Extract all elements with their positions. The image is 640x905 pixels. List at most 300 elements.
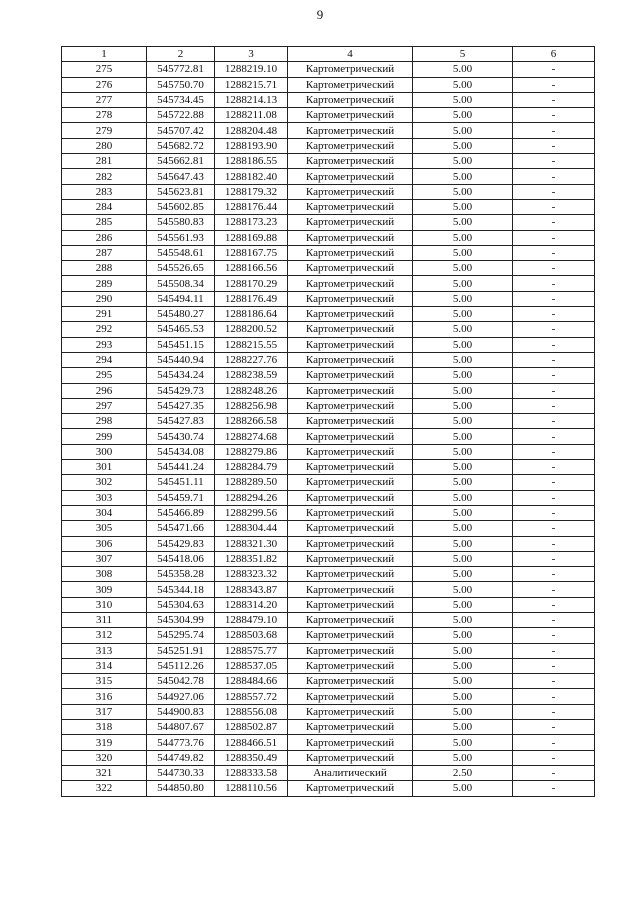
x-coordinate-cell: 545494.11 (147, 291, 215, 306)
y-coordinate-cell: 1288219.10 (215, 62, 288, 77)
y-coordinate-cell: 1288173.23 (215, 215, 288, 230)
y-coordinate-cell: 1288215.71 (215, 77, 288, 92)
table-row (62, 582, 595, 597)
y-coordinate-cell: 1288256.98 (215, 398, 288, 413)
x-coordinate-cell: 545662.81 (147, 154, 215, 169)
method-cell: Картометрический (288, 597, 413, 612)
table-row (62, 612, 595, 627)
y-coordinate-cell: 1288304.44 (215, 521, 288, 536)
x-coordinate-cell: 544773.76 (147, 735, 215, 750)
point-number-cell: 279 (62, 123, 147, 138)
accuracy-cell: 2.50 (413, 765, 513, 780)
y-coordinate-cell: 1288321.30 (215, 536, 288, 551)
y-coordinate-cell: 1288110.56 (215, 781, 288, 796)
method-cell: Картометрический (288, 368, 413, 383)
column-header: 5 (413, 47, 513, 62)
accuracy-cell: 5.00 (413, 781, 513, 796)
table-row (62, 689, 595, 704)
point-number-cell: 280 (62, 138, 147, 153)
accuracy-cell: 5.00 (413, 368, 513, 383)
table-row (62, 245, 595, 260)
method-cell: Картометрический (288, 735, 413, 750)
accuracy-cell: 5.00 (413, 261, 513, 276)
method-cell: Картометрический (288, 261, 413, 276)
point-number-cell: 288 (62, 261, 147, 276)
table-row (62, 230, 595, 245)
description-cell: - (513, 154, 595, 169)
accuracy-cell: 5.00 (413, 720, 513, 735)
point-number-cell: 320 (62, 750, 147, 765)
accuracy-cell: 5.00 (413, 215, 513, 230)
y-coordinate-cell: 1288333.58 (215, 765, 288, 780)
table-row (62, 490, 595, 505)
x-coordinate-cell: 545647.43 (147, 169, 215, 184)
table-row (62, 781, 595, 796)
y-coordinate-cell: 1288167.75 (215, 245, 288, 260)
accuracy-cell: 5.00 (413, 597, 513, 612)
x-coordinate-cell: 545459.71 (147, 490, 215, 505)
point-number-cell: 285 (62, 215, 147, 230)
point-number-cell: 306 (62, 536, 147, 551)
method-cell: Картометрический (288, 215, 413, 230)
y-coordinate-cell: 1288215.55 (215, 337, 288, 352)
description-cell: - (513, 108, 595, 123)
accuracy-cell: 5.00 (413, 643, 513, 658)
table-row (62, 475, 595, 490)
method-cell: Картометрический (288, 199, 413, 214)
y-coordinate-cell: 1288484.66 (215, 674, 288, 689)
description-cell: - (513, 291, 595, 306)
point-number-cell: 287 (62, 245, 147, 260)
method-cell: Картометрический (288, 62, 413, 77)
accuracy-cell: 5.00 (413, 138, 513, 153)
point-number-cell: 312 (62, 628, 147, 643)
y-coordinate-cell: 1288248.26 (215, 383, 288, 398)
method-cell: Картометрический (288, 77, 413, 92)
x-coordinate-cell: 545295.74 (147, 628, 215, 643)
x-coordinate-cell: 545418.06 (147, 551, 215, 566)
point-number-cell: 309 (62, 582, 147, 597)
table-row (62, 505, 595, 520)
point-number-cell: 278 (62, 108, 147, 123)
accuracy-cell: 5.00 (413, 536, 513, 551)
description-cell: - (513, 414, 595, 429)
description-cell: - (513, 138, 595, 153)
y-coordinate-cell: 1288214.13 (215, 92, 288, 107)
method-cell: Картометрический (288, 750, 413, 765)
method-cell: Картометрический (288, 475, 413, 490)
description-cell: - (513, 643, 595, 658)
point-number-cell: 299 (62, 429, 147, 444)
table-body (62, 62, 595, 796)
method-cell: Картометрический (288, 414, 413, 429)
accuracy-cell: 5.00 (413, 460, 513, 475)
description-cell: - (513, 169, 595, 184)
point-number-cell: 290 (62, 291, 147, 306)
table-row (62, 261, 595, 276)
x-coordinate-cell: 545602.85 (147, 199, 215, 214)
point-number-cell: 284 (62, 199, 147, 214)
description-cell: - (513, 490, 595, 505)
table-row (62, 199, 595, 214)
description-cell: - (513, 184, 595, 199)
method-cell: Аналитический (288, 765, 413, 780)
y-coordinate-cell: 1288227.76 (215, 352, 288, 367)
table-row (62, 658, 595, 673)
description-cell: - (513, 92, 595, 107)
description-cell: - (513, 230, 595, 245)
y-coordinate-cell: 1288350.49 (215, 750, 288, 765)
y-coordinate-cell: 1288169.88 (215, 230, 288, 245)
accuracy-cell: 5.00 (413, 169, 513, 184)
method-cell: Картометрический (288, 138, 413, 153)
table-row (62, 352, 595, 367)
accuracy-cell: 5.00 (413, 429, 513, 444)
method-cell: Картометрический (288, 612, 413, 627)
method-cell: Картометрический (288, 108, 413, 123)
y-coordinate-cell: 1288186.55 (215, 154, 288, 169)
accuracy-cell: 5.00 (413, 582, 513, 597)
x-coordinate-cell: 545772.81 (147, 62, 215, 77)
accuracy-cell: 5.00 (413, 674, 513, 689)
accuracy-cell: 5.00 (413, 154, 513, 169)
table-row (62, 184, 595, 199)
y-coordinate-cell: 1288193.90 (215, 138, 288, 153)
table-row (62, 597, 595, 612)
x-coordinate-cell: 545526.65 (147, 261, 215, 276)
x-coordinate-cell: 545304.99 (147, 612, 215, 627)
point-number-cell: 317 (62, 704, 147, 719)
x-coordinate-cell: 545441.24 (147, 460, 215, 475)
point-number-cell: 302 (62, 475, 147, 490)
point-number-cell: 292 (62, 322, 147, 337)
description-cell: - (513, 444, 595, 459)
method-cell: Картометрический (288, 521, 413, 536)
table-row (62, 643, 595, 658)
method-cell: Картометрический (288, 307, 413, 322)
point-number-cell: 301 (62, 460, 147, 475)
description-cell: - (513, 567, 595, 582)
table-row (62, 337, 595, 352)
accuracy-cell: 5.00 (413, 658, 513, 673)
method-cell: Картометрический (288, 169, 413, 184)
method-cell: Картометрический (288, 383, 413, 398)
y-coordinate-cell: 1288537.05 (215, 658, 288, 673)
table-row (62, 108, 595, 123)
x-coordinate-cell: 545440.94 (147, 352, 215, 367)
description-cell: - (513, 199, 595, 214)
x-coordinate-cell: 545434.24 (147, 368, 215, 383)
method-cell: Картометрический (288, 429, 413, 444)
column-header: 4 (288, 47, 413, 62)
description-cell: - (513, 735, 595, 750)
method-cell: Картометрический (288, 781, 413, 796)
y-coordinate-cell: 1288351.82 (215, 551, 288, 566)
table-row (62, 322, 595, 337)
y-coordinate-cell: 1288314.20 (215, 597, 288, 612)
x-coordinate-cell: 545465.53 (147, 322, 215, 337)
accuracy-cell: 5.00 (413, 276, 513, 291)
method-cell: Картометрический (288, 230, 413, 245)
method-cell: Картометрический (288, 92, 413, 107)
point-number-cell: 293 (62, 337, 147, 352)
y-coordinate-cell: 1288503.68 (215, 628, 288, 643)
description-cell: - (513, 245, 595, 260)
point-number-cell: 276 (62, 77, 147, 92)
accuracy-cell: 5.00 (413, 337, 513, 352)
description-cell: - (513, 765, 595, 780)
accuracy-cell: 5.00 (413, 475, 513, 490)
table-row (62, 460, 595, 475)
point-number-cell: 291 (62, 307, 147, 322)
x-coordinate-cell: 545623.81 (147, 184, 215, 199)
accuracy-cell: 5.00 (413, 92, 513, 107)
y-coordinate-cell: 1288284.79 (215, 460, 288, 475)
y-coordinate-cell: 1288299.56 (215, 505, 288, 520)
point-number-cell: 294 (62, 352, 147, 367)
table-row (62, 383, 595, 398)
method-cell: Картометрический (288, 689, 413, 704)
accuracy-cell: 5.00 (413, 352, 513, 367)
description-cell: - (513, 475, 595, 490)
y-coordinate-cell: 1288266.58 (215, 414, 288, 429)
point-number-cell: 298 (62, 414, 147, 429)
method-cell: Картометрический (288, 505, 413, 520)
accuracy-cell: 5.00 (413, 521, 513, 536)
point-number-cell: 300 (62, 444, 147, 459)
x-coordinate-cell: 544730.33 (147, 765, 215, 780)
method-cell: Картометрический (288, 444, 413, 459)
table-row (62, 720, 595, 735)
point-number-cell: 315 (62, 674, 147, 689)
column-header: 6 (513, 47, 595, 62)
table-row (62, 154, 595, 169)
point-number-cell: 319 (62, 735, 147, 750)
description-cell: - (513, 689, 595, 704)
table-row (62, 398, 595, 413)
x-coordinate-cell: 545427.83 (147, 414, 215, 429)
description-cell: - (513, 352, 595, 367)
point-number-cell: 304 (62, 505, 147, 520)
description-cell: - (513, 536, 595, 551)
table-row (62, 62, 595, 77)
point-number-cell: 286 (62, 230, 147, 245)
point-number-cell: 303 (62, 490, 147, 505)
point-number-cell: 311 (62, 612, 147, 627)
method-cell: Картометрический (288, 658, 413, 673)
y-coordinate-cell: 1288166.56 (215, 261, 288, 276)
x-coordinate-cell: 545429.73 (147, 383, 215, 398)
method-cell: Картометрический (288, 154, 413, 169)
table-row (62, 368, 595, 383)
accuracy-cell: 5.00 (413, 490, 513, 505)
method-cell: Картометрический (288, 352, 413, 367)
table-row (62, 169, 595, 184)
table-row (62, 536, 595, 551)
table-row (62, 215, 595, 230)
accuracy-cell: 5.00 (413, 414, 513, 429)
description-cell: - (513, 383, 595, 398)
point-number-cell: 275 (62, 62, 147, 77)
table-row (62, 628, 595, 643)
accuracy-cell: 5.00 (413, 184, 513, 199)
x-coordinate-cell: 545434.08 (147, 444, 215, 459)
description-cell: - (513, 521, 595, 536)
method-cell: Картометрический (288, 643, 413, 658)
point-number-cell: 289 (62, 276, 147, 291)
x-coordinate-cell: 544749.82 (147, 750, 215, 765)
description-cell: - (513, 582, 595, 597)
x-coordinate-cell: 545480.27 (147, 307, 215, 322)
x-coordinate-cell: 545508.34 (147, 276, 215, 291)
y-coordinate-cell: 1288323.32 (215, 567, 288, 582)
method-cell: Картометрический (288, 490, 413, 505)
accuracy-cell: 5.00 (413, 735, 513, 750)
accuracy-cell: 5.00 (413, 62, 513, 77)
accuracy-cell: 5.00 (413, 291, 513, 306)
method-cell: Картометрический (288, 582, 413, 597)
accuracy-cell: 5.00 (413, 108, 513, 123)
method-cell: Картометрический (288, 704, 413, 719)
method-cell: Картометрический (288, 398, 413, 413)
method-cell: Картометрический (288, 322, 413, 337)
description-cell: - (513, 429, 595, 444)
point-number-cell: 314 (62, 658, 147, 673)
method-cell: Картометрический (288, 567, 413, 582)
point-number-cell: 296 (62, 383, 147, 398)
point-number-cell: 318 (62, 720, 147, 735)
x-coordinate-cell: 545722.88 (147, 108, 215, 123)
x-coordinate-cell: 544807.67 (147, 720, 215, 735)
description-cell: - (513, 628, 595, 643)
table-row (62, 276, 595, 291)
point-number-cell: 295 (62, 368, 147, 383)
y-coordinate-cell: 1288238.59 (215, 368, 288, 383)
y-coordinate-cell: 1288274.68 (215, 429, 288, 444)
x-coordinate-cell: 545304.63 (147, 597, 215, 612)
y-coordinate-cell: 1288294.26 (215, 490, 288, 505)
y-coordinate-cell: 1288466.51 (215, 735, 288, 750)
y-coordinate-cell: 1288556.08 (215, 704, 288, 719)
table-row (62, 551, 595, 566)
description-cell: - (513, 460, 595, 475)
accuracy-cell: 5.00 (413, 750, 513, 765)
method-cell: Картометрический (288, 536, 413, 551)
accuracy-cell: 5.00 (413, 199, 513, 214)
y-coordinate-cell: 1288479.10 (215, 612, 288, 627)
description-cell: - (513, 612, 595, 627)
table-row (62, 444, 595, 459)
x-coordinate-cell: 545451.11 (147, 475, 215, 490)
x-coordinate-cell: 545682.72 (147, 138, 215, 153)
accuracy-cell: 5.00 (413, 567, 513, 582)
x-coordinate-cell: 545430.74 (147, 429, 215, 444)
table-row (62, 92, 595, 107)
x-coordinate-cell: 545042.78 (147, 674, 215, 689)
page-number: 9 (316, 7, 324, 22)
method-cell: Картометрический (288, 337, 413, 352)
x-coordinate-cell: 545750.70 (147, 77, 215, 92)
table-header-row (62, 47, 595, 62)
description-cell: - (513, 215, 595, 230)
point-number-cell: 277 (62, 92, 147, 107)
description-cell: - (513, 322, 595, 337)
accuracy-cell: 5.00 (413, 398, 513, 413)
method-cell: Картометрический (288, 720, 413, 735)
table-row (62, 750, 595, 765)
accuracy-cell: 5.00 (413, 322, 513, 337)
description-cell: - (513, 674, 595, 689)
column-header: 2 (147, 47, 215, 62)
point-number-cell: 283 (62, 184, 147, 199)
accuracy-cell: 5.00 (413, 505, 513, 520)
y-coordinate-cell: 1288289.50 (215, 475, 288, 490)
x-coordinate-cell: 545451.15 (147, 337, 215, 352)
method-cell: Картометрический (288, 276, 413, 291)
method-cell: Картометрический (288, 674, 413, 689)
y-coordinate-cell: 1288575.77 (215, 643, 288, 658)
description-cell: - (513, 368, 595, 383)
x-coordinate-cell: 545734.45 (147, 92, 215, 107)
x-coordinate-cell: 544927.06 (147, 689, 215, 704)
x-coordinate-cell: 545548.61 (147, 245, 215, 260)
accuracy-cell: 5.00 (413, 230, 513, 245)
table-row (62, 765, 595, 780)
description-cell: - (513, 781, 595, 796)
method-cell: Картометрический (288, 245, 413, 260)
x-coordinate-cell: 545561.93 (147, 230, 215, 245)
y-coordinate-cell: 1288557.72 (215, 689, 288, 704)
method-cell: Картометрический (288, 184, 413, 199)
point-number-cell: 316 (62, 689, 147, 704)
x-coordinate-cell: 545251.91 (147, 643, 215, 658)
y-coordinate-cell: 1288170.29 (215, 276, 288, 291)
y-coordinate-cell: 1288179.32 (215, 184, 288, 199)
accuracy-cell: 5.00 (413, 628, 513, 643)
y-coordinate-cell: 1288279.86 (215, 444, 288, 459)
table-row (62, 567, 595, 582)
x-coordinate-cell: 545466.89 (147, 505, 215, 520)
x-coordinate-cell: 544900.83 (147, 704, 215, 719)
point-number-cell: 322 (62, 781, 147, 796)
description-cell: - (513, 398, 595, 413)
y-coordinate-cell: 1288186.64 (215, 307, 288, 322)
y-coordinate-cell: 1288176.44 (215, 199, 288, 214)
accuracy-cell: 5.00 (413, 383, 513, 398)
table-row (62, 138, 595, 153)
y-coordinate-cell: 1288200.52 (215, 322, 288, 337)
description-cell: - (513, 123, 595, 138)
description-cell: - (513, 597, 595, 612)
point-number-cell: 282 (62, 169, 147, 184)
method-cell: Картометрический (288, 628, 413, 643)
accuracy-cell: 5.00 (413, 689, 513, 704)
table-row (62, 735, 595, 750)
description-cell: - (513, 720, 595, 735)
accuracy-cell: 5.00 (413, 612, 513, 627)
accuracy-cell: 5.00 (413, 704, 513, 719)
table-row (62, 429, 595, 444)
x-coordinate-cell: 545707.42 (147, 123, 215, 138)
point-number-cell: 310 (62, 597, 147, 612)
description-cell: - (513, 505, 595, 520)
x-coordinate-cell: 545344.18 (147, 582, 215, 597)
description-cell: - (513, 658, 595, 673)
point-number-cell: 281 (62, 154, 147, 169)
coordinates-table (61, 46, 595, 797)
column-header: 1 (62, 47, 147, 62)
description-cell: - (513, 750, 595, 765)
